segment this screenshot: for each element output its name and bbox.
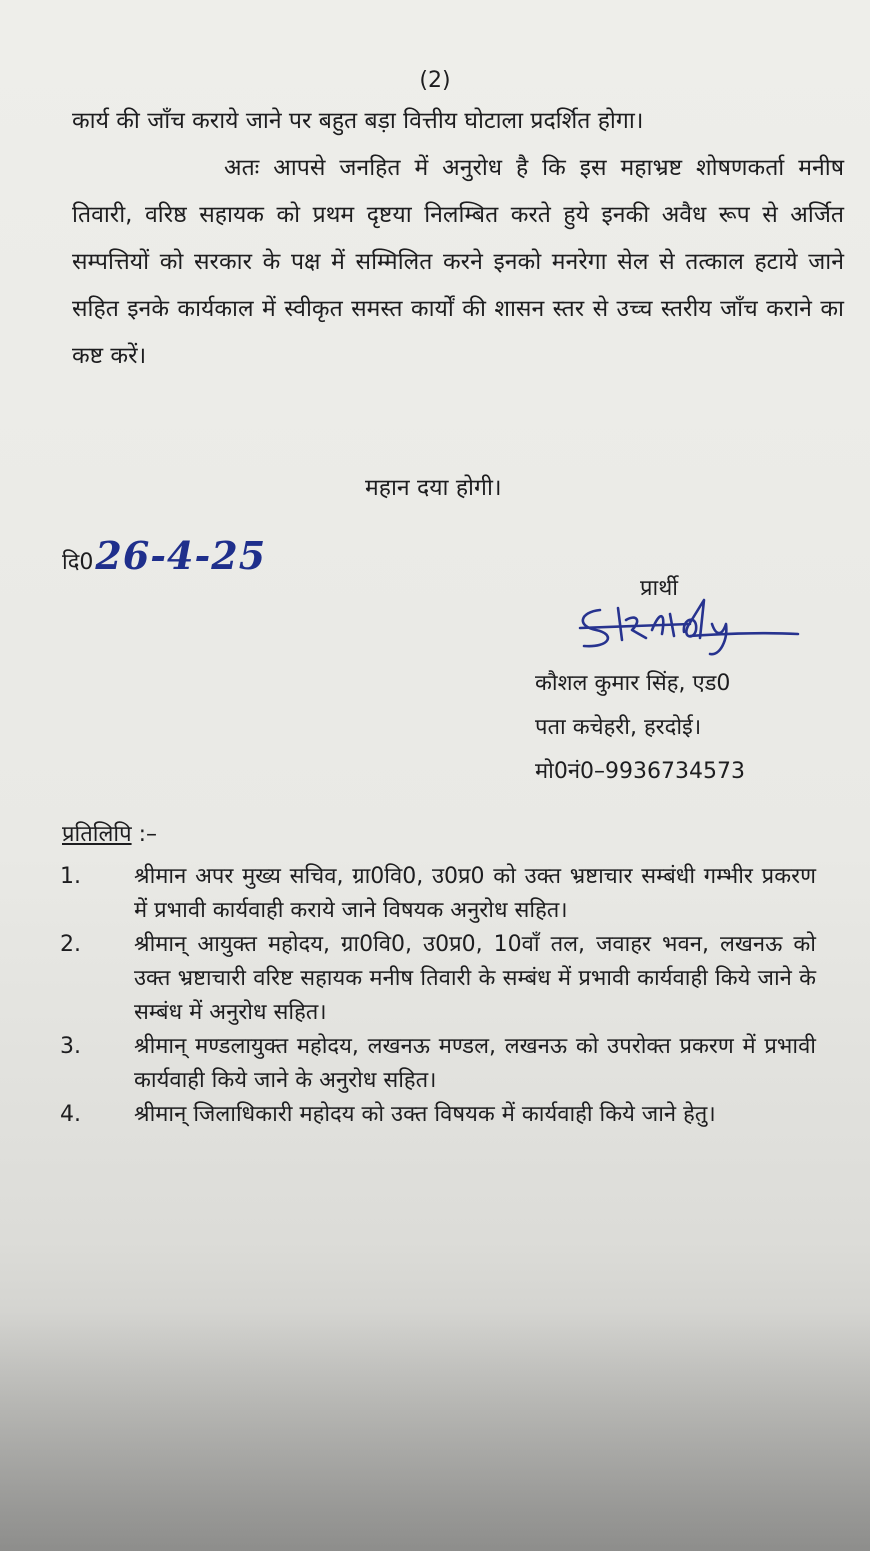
copy-item	[56, 1030, 816, 1098]
applicant-details	[535, 662, 745, 794]
copy-number: 3.	[60, 1034, 81, 1059]
date-prefix: दि0	[62, 550, 94, 575]
copy-text: श्रीमान् मण्डलायुक्त महोदय, लखनऊ मण्डल, लखनऊ को उपरोक्त प्रकरण में प्रभावी कार्यवाही किये जाने के अनुरोध सहित।	[134, 1034, 816, 1093]
copy-number: 2.	[60, 932, 81, 957]
page-number: (2)	[419, 68, 451, 93]
copy-text: श्रीमान् आयुक्त महोदय, ग्रा0वि0, उ0प्र0, 10वाँ तल, जवाहर भवन, लखनऊ को उक्त भ्रष्टाचारी वरिष्ट सहायक मनीष तिवारी के सम्बंध में प्रभावी कार्यवाही किये जाने के सम्बंध में अनुरोध सहित।	[134, 932, 816, 1025]
paragraph-2: अतः आपसे जनहित में अनुरोध है कि इस महाभ्रष्ट शोषणकर्ता मनीष तिवारी, वरिष्ठ सहायक को प्रथम दृष्टया निलम्बित करते हुये इनकी अवैध रूप से अर्जित सम्पत्तियों को सरकार के पक्ष में सम्मिलित करने इनको मनरेगा सेल से तत्काल हटाये जाने सहित इनके कार्यकाल में स्वीकृत समस्त कार्यों की शासन स्तर से उच्च स्तरीय जाँच कराने का कष्ट करें।	[72, 155, 844, 369]
copy-heading-label: प्रतिलिपि	[62, 822, 132, 847]
photo-shadow	[0, 1311, 870, 1551]
copy-number: 4.	[60, 1102, 81, 1127]
copy-list	[56, 860, 816, 1132]
paragraph-1: कार्य की जाँच कराये जाने पर बहुत बड़ा वित्तीय घोटाला प्रदर्शित होगा।	[72, 108, 644, 134]
copy-text: श्रीमान अपर मुख्य सचिव, ग्रा0वि0, उ0प्र0 को उक्त भ्रष्टाचार सम्बंधी गम्भीर प्रकरण में प्रभावी कार्यवाही कराये जाने विषयक अनुरोध सहित।	[134, 864, 816, 923]
applicant-name: कौशल कुमार सिंह, एड0	[535, 671, 731, 696]
handwritten-date: 26-4-25	[95, 533, 267, 578]
applicant-mobile: मो0नं0–9936734573	[535, 759, 746, 784]
copy-item	[56, 860, 816, 928]
copy-item	[56, 928, 816, 1030]
copy-text: श्रीमान् जिलाधिकारी महोदय को उक्त विषयक में कार्यवाही किये जाने हेतु।	[134, 1102, 716, 1127]
applicant-label: प्रार्थी	[640, 576, 678, 601]
applicant-address: पता कचेहरी, हरदोई।	[535, 715, 702, 740]
copy-heading-suffix: :–	[131, 822, 157, 847]
date-line	[62, 533, 266, 578]
copy-number: 1.	[60, 864, 81, 889]
closing-line: महान दया होगी।	[365, 475, 502, 501]
signature-icon	[570, 590, 810, 662]
copy-item	[56, 1098, 816, 1132]
letter-body	[72, 98, 844, 380]
copy-heading	[62, 818, 157, 848]
